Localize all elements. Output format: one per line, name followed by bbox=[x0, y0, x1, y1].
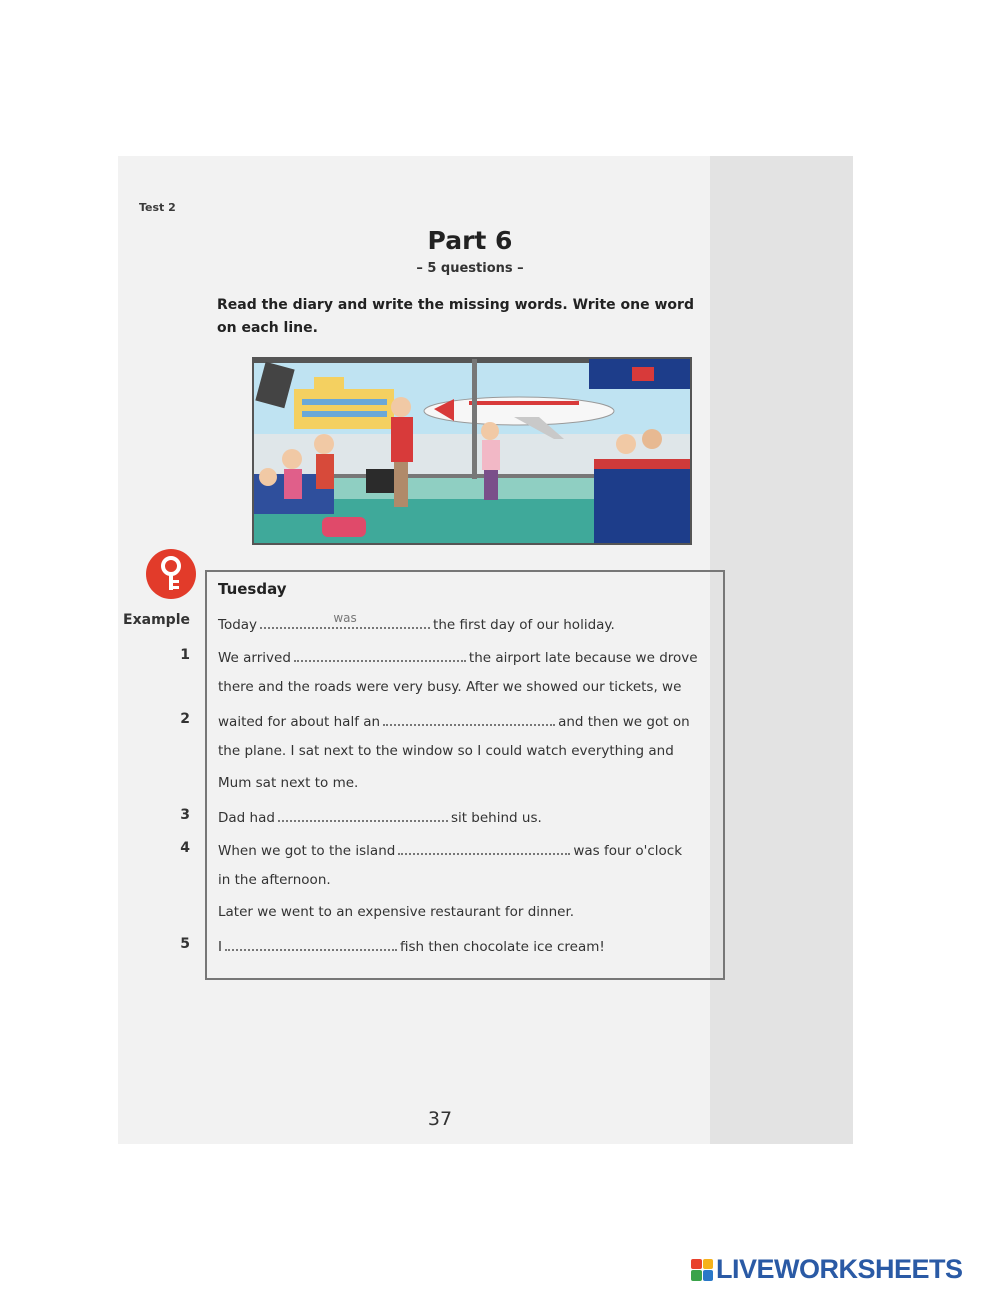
liveworksheets-logo bbox=[691, 1254, 963, 1285]
part-title: Part 6 bbox=[427, 226, 513, 255]
example-blank bbox=[260, 611, 430, 629]
logo-mark-icon bbox=[691, 1259, 713, 1281]
example-line bbox=[218, 611, 615, 633]
answer-blank-1[interactable] bbox=[294, 647, 466, 662]
question-3-before: Dad had bbox=[218, 810, 275, 826]
diary-extra-line: Later we went to an expensive restaurant for dinner. bbox=[218, 904, 575, 920]
part-subtitle: – 5 questions – bbox=[416, 261, 524, 276]
question-1-after: the airport late because we drove bbox=[468, 650, 698, 666]
question-number-5: 5 bbox=[180, 936, 190, 952]
question-1-continued: there and the roads were very busy. After we showed our tickets, we bbox=[218, 679, 682, 695]
question-number-2: 2 bbox=[180, 711, 190, 727]
answer-blank-4[interactable] bbox=[398, 840, 570, 855]
instructions: Read the diary and write the missing words. Write one word on each line. bbox=[217, 297, 694, 336]
airport-illustration bbox=[252, 357, 692, 545]
answer-blank-2[interactable] bbox=[383, 711, 555, 726]
question-1-line bbox=[218, 647, 698, 666]
example-after: the first day of our holiday. bbox=[433, 617, 615, 633]
key-icon bbox=[146, 549, 196, 599]
question-4-after: was four o'clock bbox=[573, 843, 683, 859]
question-2-after: and then we got on bbox=[558, 714, 690, 730]
page-number: 37 bbox=[427, 1108, 453, 1130]
question-3-line bbox=[218, 807, 542, 826]
question-2-continued-1: the plane. I sat next to the window so I could watch everything and bbox=[218, 743, 674, 759]
question-number-3: 3 bbox=[180, 807, 190, 823]
question-5-before: I bbox=[218, 939, 222, 955]
question-number-1: 1 bbox=[180, 647, 190, 663]
diary-day: Tuesday bbox=[218, 580, 287, 598]
answer-blank-5[interactable] bbox=[225, 936, 397, 951]
question-1-before: We arrived bbox=[218, 650, 291, 666]
question-3-after: sit behind us. bbox=[450, 810, 542, 826]
question-5-line bbox=[218, 936, 605, 955]
question-4-line bbox=[218, 840, 682, 859]
example-before: Today bbox=[218, 617, 258, 633]
test-label: Test 2 bbox=[139, 201, 176, 214]
question-4-continued: in the afternoon. bbox=[218, 872, 331, 888]
logo-text: LIVEWORKSHEETS bbox=[716, 1254, 963, 1284]
question-2-line bbox=[218, 711, 690, 730]
example-label: Example bbox=[123, 612, 190, 628]
question-5-after: fish then chocolate ice cream! bbox=[399, 939, 605, 955]
page-margin-shade bbox=[710, 156, 853, 1144]
question-2-continued-2: Mum sat next to me. bbox=[218, 775, 359, 791]
question-number-4: 4 bbox=[180, 840, 190, 856]
example-answer: was bbox=[333, 611, 357, 625]
answer-blank-3[interactable] bbox=[278, 807, 448, 822]
question-4-before: When we got to the island bbox=[218, 843, 396, 859]
question-2-before: waited for about half an bbox=[218, 714, 381, 730]
